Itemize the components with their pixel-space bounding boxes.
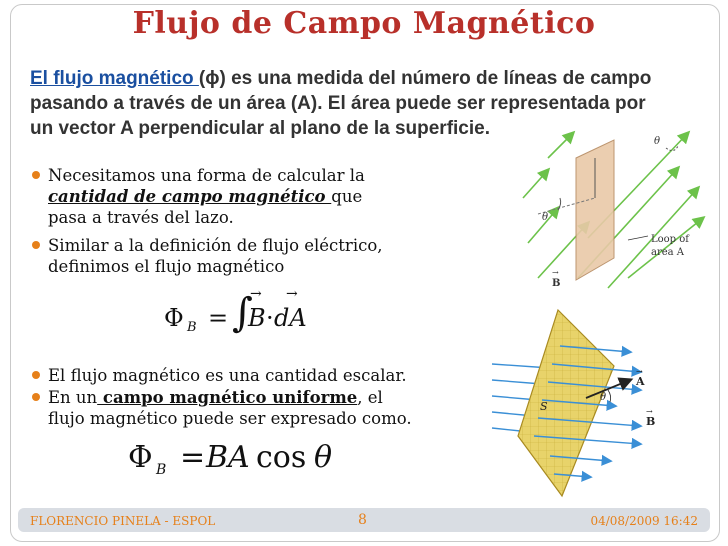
bullet-2	[48, 235, 418, 277]
figure2-b-label: B	[646, 415, 656, 428]
formula1-phi: Φ	[164, 304, 184, 332]
bullet-2-line-2: definimos el flujo magnético	[48, 257, 285, 276]
formula1-arrow-b: →	[250, 286, 262, 302]
figure2-theta: θ	[600, 392, 607, 403]
flux-uniform-formula	[128, 440, 358, 484]
formula2-theta: θ	[314, 440, 333, 475]
figure1-b-arrow: →	[552, 268, 559, 277]
bullet-1-line-2	[48, 186, 408, 207]
bullet-4-head: En un	[48, 388, 98, 407]
bullet-dot-icon	[32, 371, 40, 379]
bullet-dot-icon	[32, 171, 40, 179]
bullet-1-emphasis: cantidad de campo magnético	[48, 187, 332, 206]
figure2-a-arrow: →	[636, 367, 643, 376]
figure2-b-arrow: →	[646, 407, 653, 416]
bullet-1	[48, 165, 408, 228]
figure1-loop-label-1: Loop of	[651, 234, 689, 245]
bullet-4-line-1	[48, 387, 448, 408]
bullet-dot-icon	[32, 393, 40, 401]
flux-integral-formula	[160, 288, 330, 338]
footer-author: FLORENCIO PINELA - ESPOL	[30, 514, 216, 528]
bullet-4-line-2: flujo magnético puede ser expresado como.	[48, 409, 412, 428]
formula1-equals: =	[208, 304, 229, 332]
bullet-4-tail: , el	[357, 388, 383, 407]
figure1-loop-label-2: area A	[651, 247, 685, 258]
figure2-s-label: S	[540, 400, 548, 413]
bullet-1-line-1: Necesitamos una forma de calcular la	[48, 166, 365, 185]
bullet-dot-icon	[32, 241, 40, 249]
bullet-1-tail: que	[331, 187, 363, 206]
intro-line-1	[30, 66, 700, 91]
formula2-cos: cos	[256, 440, 307, 475]
figure2-a-label: A	[636, 375, 645, 388]
bullet-2-line-1: Similar a la definición de flujo eléctrico,	[48, 236, 383, 255]
formula2-ba: BA	[206, 440, 250, 475]
intro-line-1-rest: (ϕ) es una medida del número de líneas de campo	[198, 68, 652, 89]
slide-footer	[18, 508, 710, 532]
slide-title: Flujo de Campo Magnético	[132, 6, 596, 41]
bullet-4-emphasis: campo magnético uniforme	[97, 388, 358, 407]
bullet-4	[48, 387, 448, 429]
formula1-da: dA	[274, 304, 307, 332]
bullet-1-line-3: pasa a través del lazo.	[48, 208, 234, 227]
formula2-equals: =	[180, 440, 206, 475]
footer-date: 04/08/2009 16:42	[590, 514, 698, 528]
formula2-phi: Φ	[128, 440, 153, 475]
formula1-integral: ∫	[232, 290, 253, 336]
formula1-subscript: B	[187, 320, 197, 335]
intro-line-3: un vector A perpendicular al plano de la superficie.	[30, 118, 490, 139]
formula1-b: B	[248, 304, 266, 332]
loop-label-pointer	[628, 236, 648, 240]
intro-line-2: pasando a través de un área (A). El área puede ser representada por	[30, 93, 646, 114]
loop-field-figure	[518, 128, 708, 293]
formula1-arrow-a: →	[286, 286, 298, 302]
surface-grid	[518, 310, 614, 496]
figure1-b-label: B	[552, 278, 561, 289]
formula1-dot: ·	[266, 304, 274, 332]
angle-arc-3	[608, 390, 611, 402]
figure1-theta-left: θ	[542, 212, 549, 223]
figure1-theta-top: θ	[654, 136, 661, 147]
bullet-3-line-1: El flujo magnético es una cantidad escalar.	[48, 366, 407, 385]
bullet-3	[48, 365, 448, 386]
formula2-subscript: B	[156, 462, 167, 478]
surface-field-figure	[490, 306, 710, 500]
intro-highlight: El flujo magnético	[30, 68, 199, 89]
footer-page-number: 8	[358, 512, 367, 528]
